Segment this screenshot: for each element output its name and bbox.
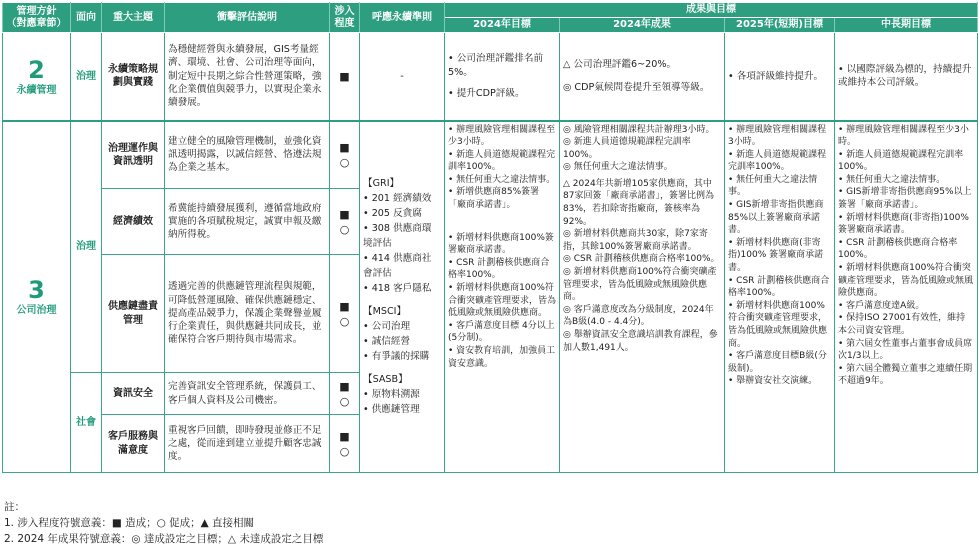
header-goals-group: 成果與目標	[445, 3, 978, 18]
footnotes	[4, 499, 323, 547]
section1-face: 治理	[71, 33, 102, 121]
list-item: • 公司治理評鑑排名前5%。	[448, 53, 544, 78]
list-item: • 無任何重大之違法情事。	[728, 174, 818, 198]
section2-title: 公司治理	[16, 305, 57, 317]
list-item: • CSR 計劃稽核供應商合格率100%。	[448, 257, 550, 281]
list-item: • 新增供應商85%簽署「廠商承諾書」。	[448, 187, 540, 211]
list-item: ◎ 風險管理相關課程共計辦理3小時。	[563, 124, 715, 135]
section2-result2024	[560, 121, 725, 473]
list-item: • 新進人員道德規範課程完訓率100%。	[728, 149, 827, 173]
list-item: ◎ CDP氣候問卷提升至領導等級。	[563, 82, 710, 94]
list-item: ◎ 無任何重大之違法情事。	[563, 162, 673, 173]
list-item: ◎ 舉辦資訊安全意識培訓教育課程，參加人數1,491人。	[563, 330, 718, 353]
list-item: • 供應鏈管理	[363, 404, 420, 416]
list-item: • 414 供應商社會評估	[363, 253, 432, 280]
section1-involvement: ■	[330, 33, 360, 121]
list-item: ◎ 新增材料供應商100%符合衝突礦產管理要求，皆為低風險或無風險供應商。	[563, 267, 717, 303]
notes-title: 註：	[4, 501, 25, 513]
notes-line-1: 1. 涉入程度符號意義：■ 造成；○ 促成；▲ 直接相關	[4, 517, 255, 529]
standards-heading-msci: 【MSCI】	[363, 306, 407, 318]
list-item: • 無任何重大之違法情事。	[448, 174, 556, 185]
section2-row-1	[3, 121, 978, 189]
list-item: • 提升CDP評級。	[448, 87, 525, 99]
list-item: ◎ 新進人員道德規範課程完訓率100%。	[563, 137, 691, 160]
list-item: • 辦理風險管理相關課程3小時。	[728, 124, 827, 148]
section1-goal2025	[725, 33, 835, 121]
list-item: • CSR 計劃稽核供應商合格率100%。	[728, 275, 830, 299]
list-item: △ 公司治理評鑑6~20%。	[563, 59, 677, 71]
list-item: • 舉辦資安社交演練。	[728, 376, 818, 387]
list-item: • 誠信經營	[363, 336, 411, 348]
section1-row	[3, 33, 978, 121]
header-goals-mid: 中長期目標	[835, 18, 978, 33]
list-item: • 308 供應商環境評估	[363, 223, 432, 250]
section1-goal2024	[445, 33, 560, 121]
list-item: • 新增材料供應商(非寄指)100% 簽署廠商承諾書。	[728, 237, 824, 274]
list-item: • 保持ISO 27001有效性，維持本公司資安管理。	[838, 313, 966, 336]
section2-goal2025	[725, 121, 835, 473]
list-item: • 新增材料供應商100%符合衝突礦產管理要求，皆為低風險或無風險供應商。	[728, 300, 828, 349]
section1-title: 永續管理	[16, 84, 57, 96]
impact-supply-chain: 透過完善的供應鏈管理流程與規範，可降低營運風險、確保供應鏈穩定、提高產品競爭力，保護企業聲譽並履行企業責任，與供應鏈共同成長，並確保符合客戶期待與市場需求。	[165, 255, 330, 373]
topic-economic: 經濟績效	[102, 189, 165, 255]
list-item: • 客戶滿意度達A級。	[838, 300, 925, 311]
list-item: • CSR 計劃稽核供應商合格率100%。	[838, 237, 958, 261]
impact-customer-service: 重視客戶回饋，即時發現並修正不足之處，從而達到建立並提升顧客忠誠度。	[165, 415, 330, 473]
list-item: ◎ 客戶滿意度改為分級制度，2024年為B級(4.0 - 4.4分)。	[563, 304, 714, 328]
involvement-info-security: ■ ○	[330, 373, 360, 415]
section1-standards: -	[360, 33, 445, 121]
list-item: • 418 客戶隱私	[363, 283, 432, 295]
header-results-2024: 2024年成果	[560, 18, 725, 33]
topic-governance: 治理運作與資訊透明	[102, 121, 165, 189]
section1-chapter	[3, 33, 71, 121]
list-item: • 各項評級維持提升。	[728, 70, 824, 82]
section1-topic: 永續策略規劃與實踐	[102, 33, 165, 121]
section1-impact: 為穩健經營與永續發展，GIS考量經濟、環境、社會、公司治理等面向，制定短中長期之綜合性營運策略，強化企業價值與競爭力，以實現企業永續發展。	[165, 33, 330, 121]
section2-face-social: 社會	[71, 373, 102, 473]
section2-chapter	[3, 121, 71, 473]
list-item: • 客戶滿意度目標B級(分級制)。	[728, 351, 827, 374]
list-item: ◎ 新增材料供應商共30家，除7家寄指，其餘100%簽署廠商承諾書。	[563, 229, 708, 252]
topic-customer-service: 客戶服務與滿意度	[102, 415, 165, 473]
impact-info-security: 完善資訊安全管理系統，保護員工、客戶個人資料及公司機密。	[165, 373, 330, 415]
list-item: • 新增材料供應商100%簽署廠商承諾書。	[448, 232, 554, 256]
section2-face-governance: 治理	[71, 121, 102, 373]
list-item: • 資安教育培訓，加強員工資安意識。	[448, 346, 556, 369]
list-item: • 有爭議的採購	[363, 351, 430, 363]
header-goals-2025: 2025年(短期)目標	[725, 18, 835, 33]
topic-info-security: 資訊安全	[102, 373, 165, 415]
header-topic: 重大主題	[102, 3, 165, 33]
section2-goalmid	[835, 121, 978, 473]
section2-standards	[360, 121, 445, 473]
list-item: • 第六屆女性董事占董事會成員席次1/3以上。	[838, 338, 973, 362]
header-impact: 衝擊評估說明	[165, 3, 330, 33]
list-item: • 第六屆全體獨立董事之連續任期不超過9年。	[838, 363, 973, 387]
section2-goal2024	[445, 121, 560, 473]
notes-line-2: 2. 2024 年成果符號意義：◎ 達成設定之目標；△ 未達成設定之目標	[4, 533, 324, 545]
header-mgmt-policy: 管理方針 （對應章節）	[3, 3, 71, 33]
list-item: • 原物料溯源	[363, 389, 420, 401]
list-item: • 新增材料供應商(非寄指)100%簽署廠商承諾書。	[838, 212, 969, 236]
section1-number: 2	[28, 55, 45, 84]
list-item: • 新進人員道德規範課程完訓率100%。	[838, 149, 964, 173]
topic-supply-chain: 供應鏈盡責管理	[102, 255, 165, 373]
list-item: • GIS新增非寄指供應商85%以上簽署廠商承諾書。	[728, 200, 824, 236]
standards-heading-sasb: 【SASB】	[363, 374, 408, 386]
list-item: • 無任何重大之違法情事。	[838, 174, 946, 185]
list-item: • 辦理風險管理相關課程至少3小時。	[838, 124, 969, 148]
section1-result2024	[560, 33, 725, 121]
list-item: • 新進人員道德規範課程完訓率100%。	[448, 149, 556, 173]
involvement-economic: ■ ○	[330, 189, 360, 255]
header-face: 面向	[71, 3, 102, 33]
list-item: • 新增材料供應商100%符合衝突礦產管理要求，皆為低風險或無風險供應商。	[838, 263, 974, 299]
header-involvement: 涉入程度	[330, 3, 360, 33]
list-item: • 客戶滿意度目標 4分以上(5分制)。	[448, 320, 555, 344]
list-item: • 205 反貪腐	[363, 208, 422, 220]
list-item: • GIS新增非寄指供應商95%以上簽署「廠商承諾書」。	[838, 187, 972, 211]
list-item: • 公司治理	[363, 321, 411, 333]
header-standards: 呼應永續準則	[360, 3, 445, 33]
header-goals-2024: 2024年目標	[445, 18, 560, 33]
involvement-supply-chain: ■ ○	[330, 255, 360, 373]
section1-goalmid	[835, 33, 978, 121]
involvement-customer-service: ■ ○	[330, 415, 360, 473]
material-topics-table	[2, 2, 978, 473]
list-item: • 新增材料供應商100%符合衝突礦產管理要求，皆為低風險或無風險供應商。	[448, 283, 557, 319]
standards-heading-gri: 【GRI】	[363, 178, 400, 190]
impact-economic: 希冀能持續發展獲利，遵循當地政府實施的各項賦稅規定，誠實申報及繳納所得稅。	[165, 189, 330, 255]
section2-number: 3	[28, 276, 45, 305]
list-item: • 辦理風險管理相關課程至少3小時。	[448, 124, 556, 148]
list-item: ◎ CSR 計劃稽核供應商合格率100%。	[563, 254, 720, 265]
impact-governance: 建立健全的風險管理機制，並強化資訊透明揭露，以誠信經營、恪遵法規為企業之基本。	[165, 121, 330, 189]
list-item: • 201 經濟績效	[363, 193, 432, 205]
list-item: • 以國際評級為標的，持續提升或維持本公司評級。	[838, 64, 972, 89]
involvement-governance: ■ ○	[330, 121, 360, 189]
list-item: △ 2024年共新增105家供應商，其中87家回簽「廠商承諾書」，簽署比例為83%，若扣除寄指廠商，簽核率為92%。	[563, 178, 714, 227]
